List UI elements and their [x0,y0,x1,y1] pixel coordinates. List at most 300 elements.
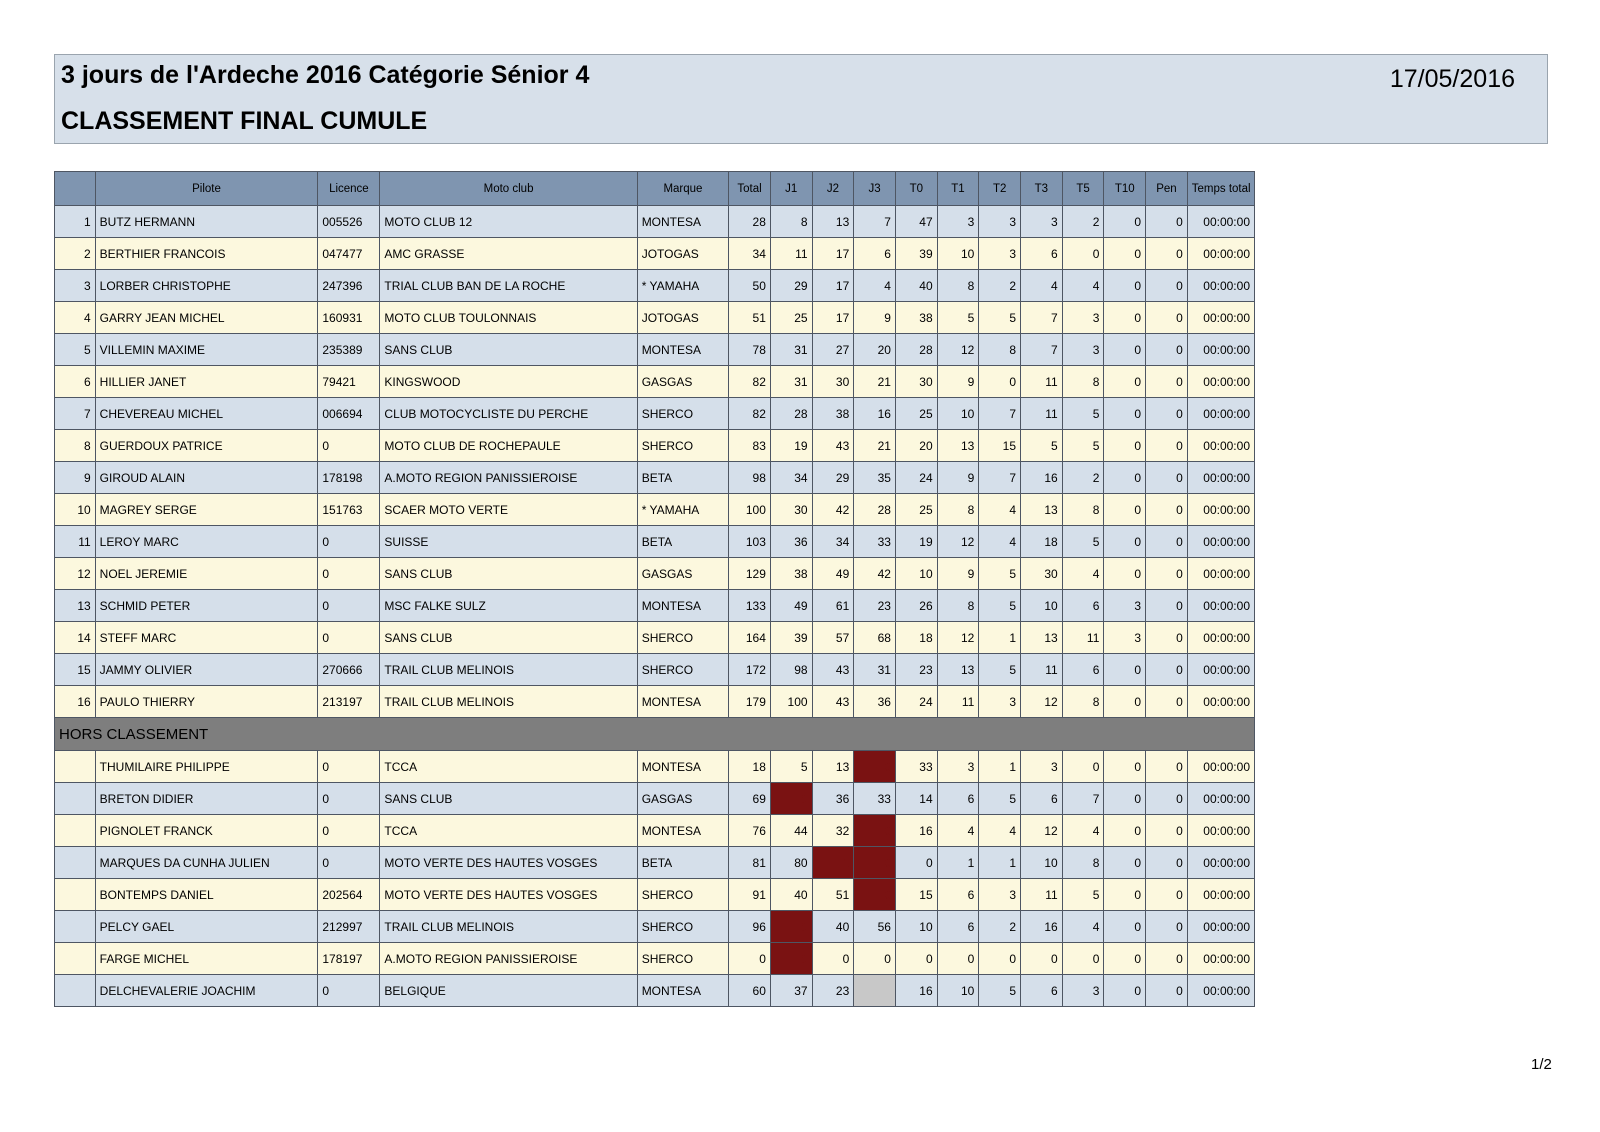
score-cell: 4 [1021,270,1063,302]
pilot-cell: BONTEMPS DANIEL [95,879,318,911]
score-cell: 82 [729,398,771,430]
score-cell: 37 [770,975,812,1007]
score-cell: 8 [1062,366,1104,398]
score-cell: 8 [1062,494,1104,526]
score-cell: 0 [1104,334,1146,366]
score-cell: 9 [854,302,896,334]
score-cell: 0 [1104,751,1146,783]
score-cell: 6 [1021,975,1063,1007]
score-cell: 5 [979,302,1021,334]
rank-cell: 6 [55,366,96,398]
score-cell: 47 [895,206,937,238]
score-cell: 0 [1062,238,1104,270]
column-header: Licence [318,172,380,206]
table-row [55,686,1255,718]
score-cell: 13 [937,654,979,686]
text-cell: SHERCO [637,911,729,943]
score-cell: 7 [1021,302,1063,334]
score-cell: 0 [1104,879,1146,911]
text-cell: 79421 [318,366,380,398]
score-cell: 28 [729,206,771,238]
score-cell: 26 [895,590,937,622]
pilot-cell: GUERDOUX PATRICE [95,430,318,462]
score-cell: 43 [812,430,854,462]
score-cell: 0 [854,815,896,847]
text-cell: 212997 [318,911,380,943]
score-cell: 4 [937,815,979,847]
column-header: J1 [770,172,812,206]
column-header: T5 [1062,172,1104,206]
text-cell: MONTESA [637,751,729,783]
text-cell: 160931 [318,302,380,334]
score-cell: 5 [1062,430,1104,462]
table-row [55,334,1255,366]
score-cell: 0 [1146,911,1188,943]
score-cell: 0 [770,943,812,975]
pilot-cell: GARRY JEAN MICHEL [95,302,318,334]
score-cell: 3 [1021,206,1063,238]
text-cell: 0 [318,975,380,1007]
score-cell: 0 [1104,558,1146,590]
score-cell: 11 [1021,654,1063,686]
score-cell: 3 [1062,302,1104,334]
text-cell: SANS CLUB [380,558,637,590]
text-cell: SUISSE [380,526,637,558]
score-cell: 3 [1062,334,1104,366]
text-cell: 213197 [318,686,380,718]
score-cell: 2 [1062,206,1104,238]
text-cell: CLUB MOTOCYCLISTE DU PERCHE [380,398,637,430]
time-cell: 00:00:00 [1187,847,1254,879]
time-cell: 00:00:00 [1187,398,1254,430]
score-cell: 4 [854,270,896,302]
score-cell: 38 [770,558,812,590]
score-cell: 0 [1104,302,1146,334]
text-cell: JOTOGAS [637,302,729,334]
score-cell: 0 [1104,494,1146,526]
score-cell: 0 [1104,654,1146,686]
table-row [55,494,1255,526]
page-number: 1/2 [1531,1056,1552,1073]
table-row [55,847,1255,879]
pilot-cell: THUMILAIRE PHILIPPE [95,751,318,783]
text-cell: BETA [637,526,729,558]
text-cell: MONTESA [637,815,729,847]
text-cell: SHERCO [637,622,729,654]
score-cell: 10 [937,238,979,270]
score-cell: 0 [770,783,812,815]
score-cell: 8 [1062,847,1104,879]
score-cell: 4 [979,815,1021,847]
text-cell: MONTESA [637,334,729,366]
rank-cell [55,847,96,879]
score-cell: 0 [729,943,771,975]
score-cell: 7 [979,462,1021,494]
text-cell: 0 [318,815,380,847]
time-cell: 00:00:00 [1187,558,1254,590]
score-cell: 0 [895,943,937,975]
score-cell: 13 [1021,494,1063,526]
score-cell: 3 [979,238,1021,270]
rank-cell: 15 [55,654,96,686]
column-header: T3 [1021,172,1063,206]
score-cell: 42 [812,494,854,526]
score-cell: 49 [812,558,854,590]
pilot-cell: BRETON DIDIER [95,783,318,815]
score-cell: 12 [937,334,979,366]
column-header: Temps total [1187,172,1254,206]
score-cell: 12 [1021,686,1063,718]
text-cell: TRAIL CLUB MELINOIS [380,686,637,718]
pilot-cell: BUTZ HERMANN [95,206,318,238]
text-cell: * YAMAHA [637,494,729,526]
text-cell: SANS CLUB [380,622,637,654]
table-row [55,654,1255,686]
text-cell: 151763 [318,494,380,526]
score-cell: 19 [895,526,937,558]
score-cell: 1 [979,622,1021,654]
text-cell: MONTESA [637,975,729,1007]
score-cell: 11 [770,238,812,270]
rank-cell [55,943,96,975]
time-cell: 00:00:00 [1187,494,1254,526]
score-cell: 78 [729,334,771,366]
score-cell: 0 [1146,270,1188,302]
score-cell: 12 [937,622,979,654]
time-cell: 00:00:00 [1187,911,1254,943]
score-cell: 3 [979,206,1021,238]
score-cell: 82 [729,366,771,398]
section-row [55,718,1255,751]
score-cell: 42 [854,558,896,590]
score-cell: 83 [729,430,771,462]
score-cell: 17 [812,238,854,270]
time-cell: 00:00:00 [1187,590,1254,622]
time-cell: 00:00:00 [1187,334,1254,366]
score-cell: 0 [1146,975,1188,1007]
time-cell: 00:00:00 [1187,654,1254,686]
text-cell: GASGAS [637,558,729,590]
score-cell: 8 [770,206,812,238]
score-cell: 4 [1062,558,1104,590]
column-header: Pilote [95,172,318,206]
text-cell: 006694 [318,398,380,430]
score-cell: 4 [1062,911,1104,943]
score-cell: 44 [770,815,812,847]
score-cell: 3 [1062,975,1104,1007]
rank-cell [55,879,96,911]
score-cell: 3 [1021,751,1063,783]
score-cell: 10 [1021,590,1063,622]
score-cell: 57 [812,622,854,654]
score-cell: 24 [895,462,937,494]
score-cell: 0 [1146,654,1188,686]
score-cell: 20 [854,334,896,366]
text-cell: BETA [637,847,729,879]
table-row [55,911,1255,943]
score-cell: 4 [1062,815,1104,847]
score-cell: 31 [770,334,812,366]
text-cell: AMC GRASSE [380,238,637,270]
score-cell: 19 [770,430,812,462]
score-cell: 10 [937,975,979,1007]
score-cell: 172 [729,654,771,686]
score-cell: 33 [854,783,896,815]
text-cell: SHERCO [637,654,729,686]
text-cell: A.MOTO REGION PANISSIEROISE [380,943,637,975]
rank-cell: 9 [55,462,96,494]
text-cell: SHERCO [637,943,729,975]
text-cell: 0 [318,751,380,783]
report-title: 3 jours de l'Ardeche 2016 Catégorie Sénior 4 [61,61,590,89]
score-cell: 0 [854,751,896,783]
score-cell: 34 [770,462,812,494]
score-cell: 0 [1021,943,1063,975]
time-cell: 00:00:00 [1187,238,1254,270]
score-cell: 11 [1021,398,1063,430]
pilot-cell: GIROUD ALAIN [95,462,318,494]
table-row [55,430,1255,462]
score-cell: 9 [937,462,979,494]
text-cell: MOTO VERTE DES HAUTES VOSGES [380,847,637,879]
score-cell: 1 [812,847,854,879]
column-header: T1 [937,172,979,206]
score-cell: 36 [812,783,854,815]
score-cell: 24 [895,686,937,718]
text-cell: 0 [318,783,380,815]
table-row [55,751,1255,783]
text-cell: TRIAL CLUB BAN DE LA ROCHE [380,270,637,302]
score-cell: 16 [854,398,896,430]
score-cell: 18 [1021,526,1063,558]
score-cell: 32 [812,815,854,847]
score-cell: 0 [1104,847,1146,879]
score-cell: 4 [979,494,1021,526]
text-cell: 0 [318,526,380,558]
rank-cell: 7 [55,398,96,430]
rank-cell: 12 [55,558,96,590]
rank-cell: 8 [55,430,96,462]
score-cell: 5 [979,975,1021,1007]
column-header: Marque [637,172,729,206]
table-row [55,398,1255,430]
pilot-cell: BERTHIER FRANCOIS [95,238,318,270]
score-cell: 0 [1146,558,1188,590]
score-cell: 12 [1021,815,1063,847]
table-row [55,526,1255,558]
time-cell: 00:00:00 [1187,270,1254,302]
score-cell: 6 [1062,654,1104,686]
score-cell: 0 [1104,526,1146,558]
score-cell: 0 [854,943,896,975]
score-cell: 23 [854,590,896,622]
score-cell: 0 [979,366,1021,398]
score-cell: 31 [854,654,896,686]
rank-cell: 5 [55,334,96,366]
score-cell: 129 [729,558,771,590]
score-cell: 2 [1062,462,1104,494]
text-cell: 0 [318,622,380,654]
text-cell: SHERCO [637,879,729,911]
table-row [55,975,1255,1007]
score-cell: 8 [937,590,979,622]
time-cell: 00:00:00 [1187,879,1254,911]
score-cell: 28 [770,398,812,430]
text-cell: BETA [637,462,729,494]
score-cell: 56 [854,911,896,943]
column-header: Pen [1146,172,1188,206]
score-cell: 8 [937,270,979,302]
score-cell: 49 [770,590,812,622]
score-cell: 33 [854,526,896,558]
score-cell: 39 [895,238,937,270]
score-cell: 0 [1104,911,1146,943]
score-cell: 21 [854,366,896,398]
score-cell: 3 [1104,622,1146,654]
score-cell: 0 [1104,398,1146,430]
time-cell: 00:00:00 [1187,943,1254,975]
score-cell: 9 [937,366,979,398]
score-cell: 0 [1104,975,1146,1007]
score-cell: 103 [729,526,771,558]
text-cell: MOTO CLUB TOULONNAIS [380,302,637,334]
score-cell: 15 [895,879,937,911]
pilot-cell: VILLEMIN MAXIME [95,334,318,366]
score-cell: 12 [937,526,979,558]
score-cell: 11 [937,686,979,718]
score-cell: 31 [770,366,812,398]
pilot-cell: DELCHEVALERIE JOACHIM [95,975,318,1007]
score-cell: 13 [812,751,854,783]
rank-cell: 2 [55,238,96,270]
score-cell: 0 [1146,238,1188,270]
score-cell: 25 [895,398,937,430]
text-cell: 0 [318,847,380,879]
time-cell: 00:00:00 [1187,783,1254,815]
rank-cell: 3 [55,270,96,302]
score-cell: 0 [1062,943,1104,975]
score-cell: 36 [770,526,812,558]
score-cell: 40 [895,270,937,302]
score-cell: 16 [895,975,937,1007]
score-cell: 35 [854,462,896,494]
rank-cell: 4 [55,302,96,334]
pilot-cell: PIGNOLET FRANCK [95,815,318,847]
score-cell: 15 [979,430,1021,462]
pilot-cell: JAMMY OLIVIER [95,654,318,686]
score-cell: 96 [729,911,771,943]
score-cell: 0 [1146,751,1188,783]
score-cell: 17 [812,270,854,302]
score-cell: 0 [1146,686,1188,718]
score-cell: 0 [1146,398,1188,430]
rank-cell: 1 [55,206,96,238]
score-cell: 4 [1062,270,1104,302]
rank-cell [55,911,96,943]
text-cell: TRAIL CLUB MELINOIS [380,654,637,686]
score-cell: 16 [895,815,937,847]
score-cell: 0 [854,847,896,879]
score-cell: 23 [812,975,854,1007]
score-cell: 3 [979,879,1021,911]
text-cell: 047477 [318,238,380,270]
pilot-cell: NOEL JEREMIE [95,558,318,590]
score-cell: 9 [937,558,979,590]
score-cell: 164 [729,622,771,654]
score-cell: 3 [937,206,979,238]
score-cell: 27 [812,334,854,366]
score-cell: 11 [1021,366,1063,398]
score-cell: 40 [812,911,854,943]
score-cell: 4 [979,526,1021,558]
column-header: Moto club [380,172,637,206]
score-cell: 6 [854,238,896,270]
text-cell: * YAMAHA [637,270,729,302]
time-cell: 00:00:00 [1187,206,1254,238]
score-cell: 76 [729,815,771,847]
score-cell: 0 [1104,815,1146,847]
score-cell: 43 [812,654,854,686]
score-cell: 28 [854,494,896,526]
table-row [55,590,1255,622]
text-cell: GASGAS [637,366,729,398]
score-cell: 7 [1062,783,1104,815]
score-cell: 10 [895,558,937,590]
rank-cell [55,975,96,1007]
score-cell: 6 [1021,238,1063,270]
score-cell: 0 [770,911,812,943]
score-cell: 5 [770,751,812,783]
score-cell: 16 [1021,462,1063,494]
rank-cell [55,783,96,815]
text-cell: 270666 [318,654,380,686]
text-cell: 202564 [318,879,380,911]
column-header: J3 [854,172,896,206]
time-cell: 00:00:00 [1187,462,1254,494]
text-cell: 178197 [318,943,380,975]
score-cell: 0 [895,847,937,879]
pilot-cell: MARQUES DA CUNHA JULIEN [95,847,318,879]
score-cell: 0 [1104,238,1146,270]
table-row [55,302,1255,334]
time-cell: 00:00:00 [1187,975,1254,1007]
score-cell: 18 [729,751,771,783]
score-cell: 5 [979,783,1021,815]
score-cell: 13 [937,430,979,462]
text-cell: TCCA [380,815,637,847]
text-cell: 247396 [318,270,380,302]
text-cell: 235389 [318,334,380,366]
time-cell: 00:00:00 [1187,526,1254,558]
score-cell: 0 [1146,847,1188,879]
score-cell: 6 [1062,590,1104,622]
score-cell: 39 [770,622,812,654]
score-cell: 13 [812,206,854,238]
score-cell: 100 [729,494,771,526]
score-cell: 0 [1146,622,1188,654]
score-cell: 8 [937,494,979,526]
score-cell: 30 [895,366,937,398]
text-cell: SANS CLUB [380,783,637,815]
score-cell: 0 [1104,686,1146,718]
column-header: T2 [979,172,1021,206]
score-cell: 10 [895,911,937,943]
score-cell: 36 [854,686,896,718]
table-row [55,879,1255,911]
score-cell: 40 [770,879,812,911]
score-cell: 34 [729,238,771,270]
score-cell: 0 [1104,943,1146,975]
